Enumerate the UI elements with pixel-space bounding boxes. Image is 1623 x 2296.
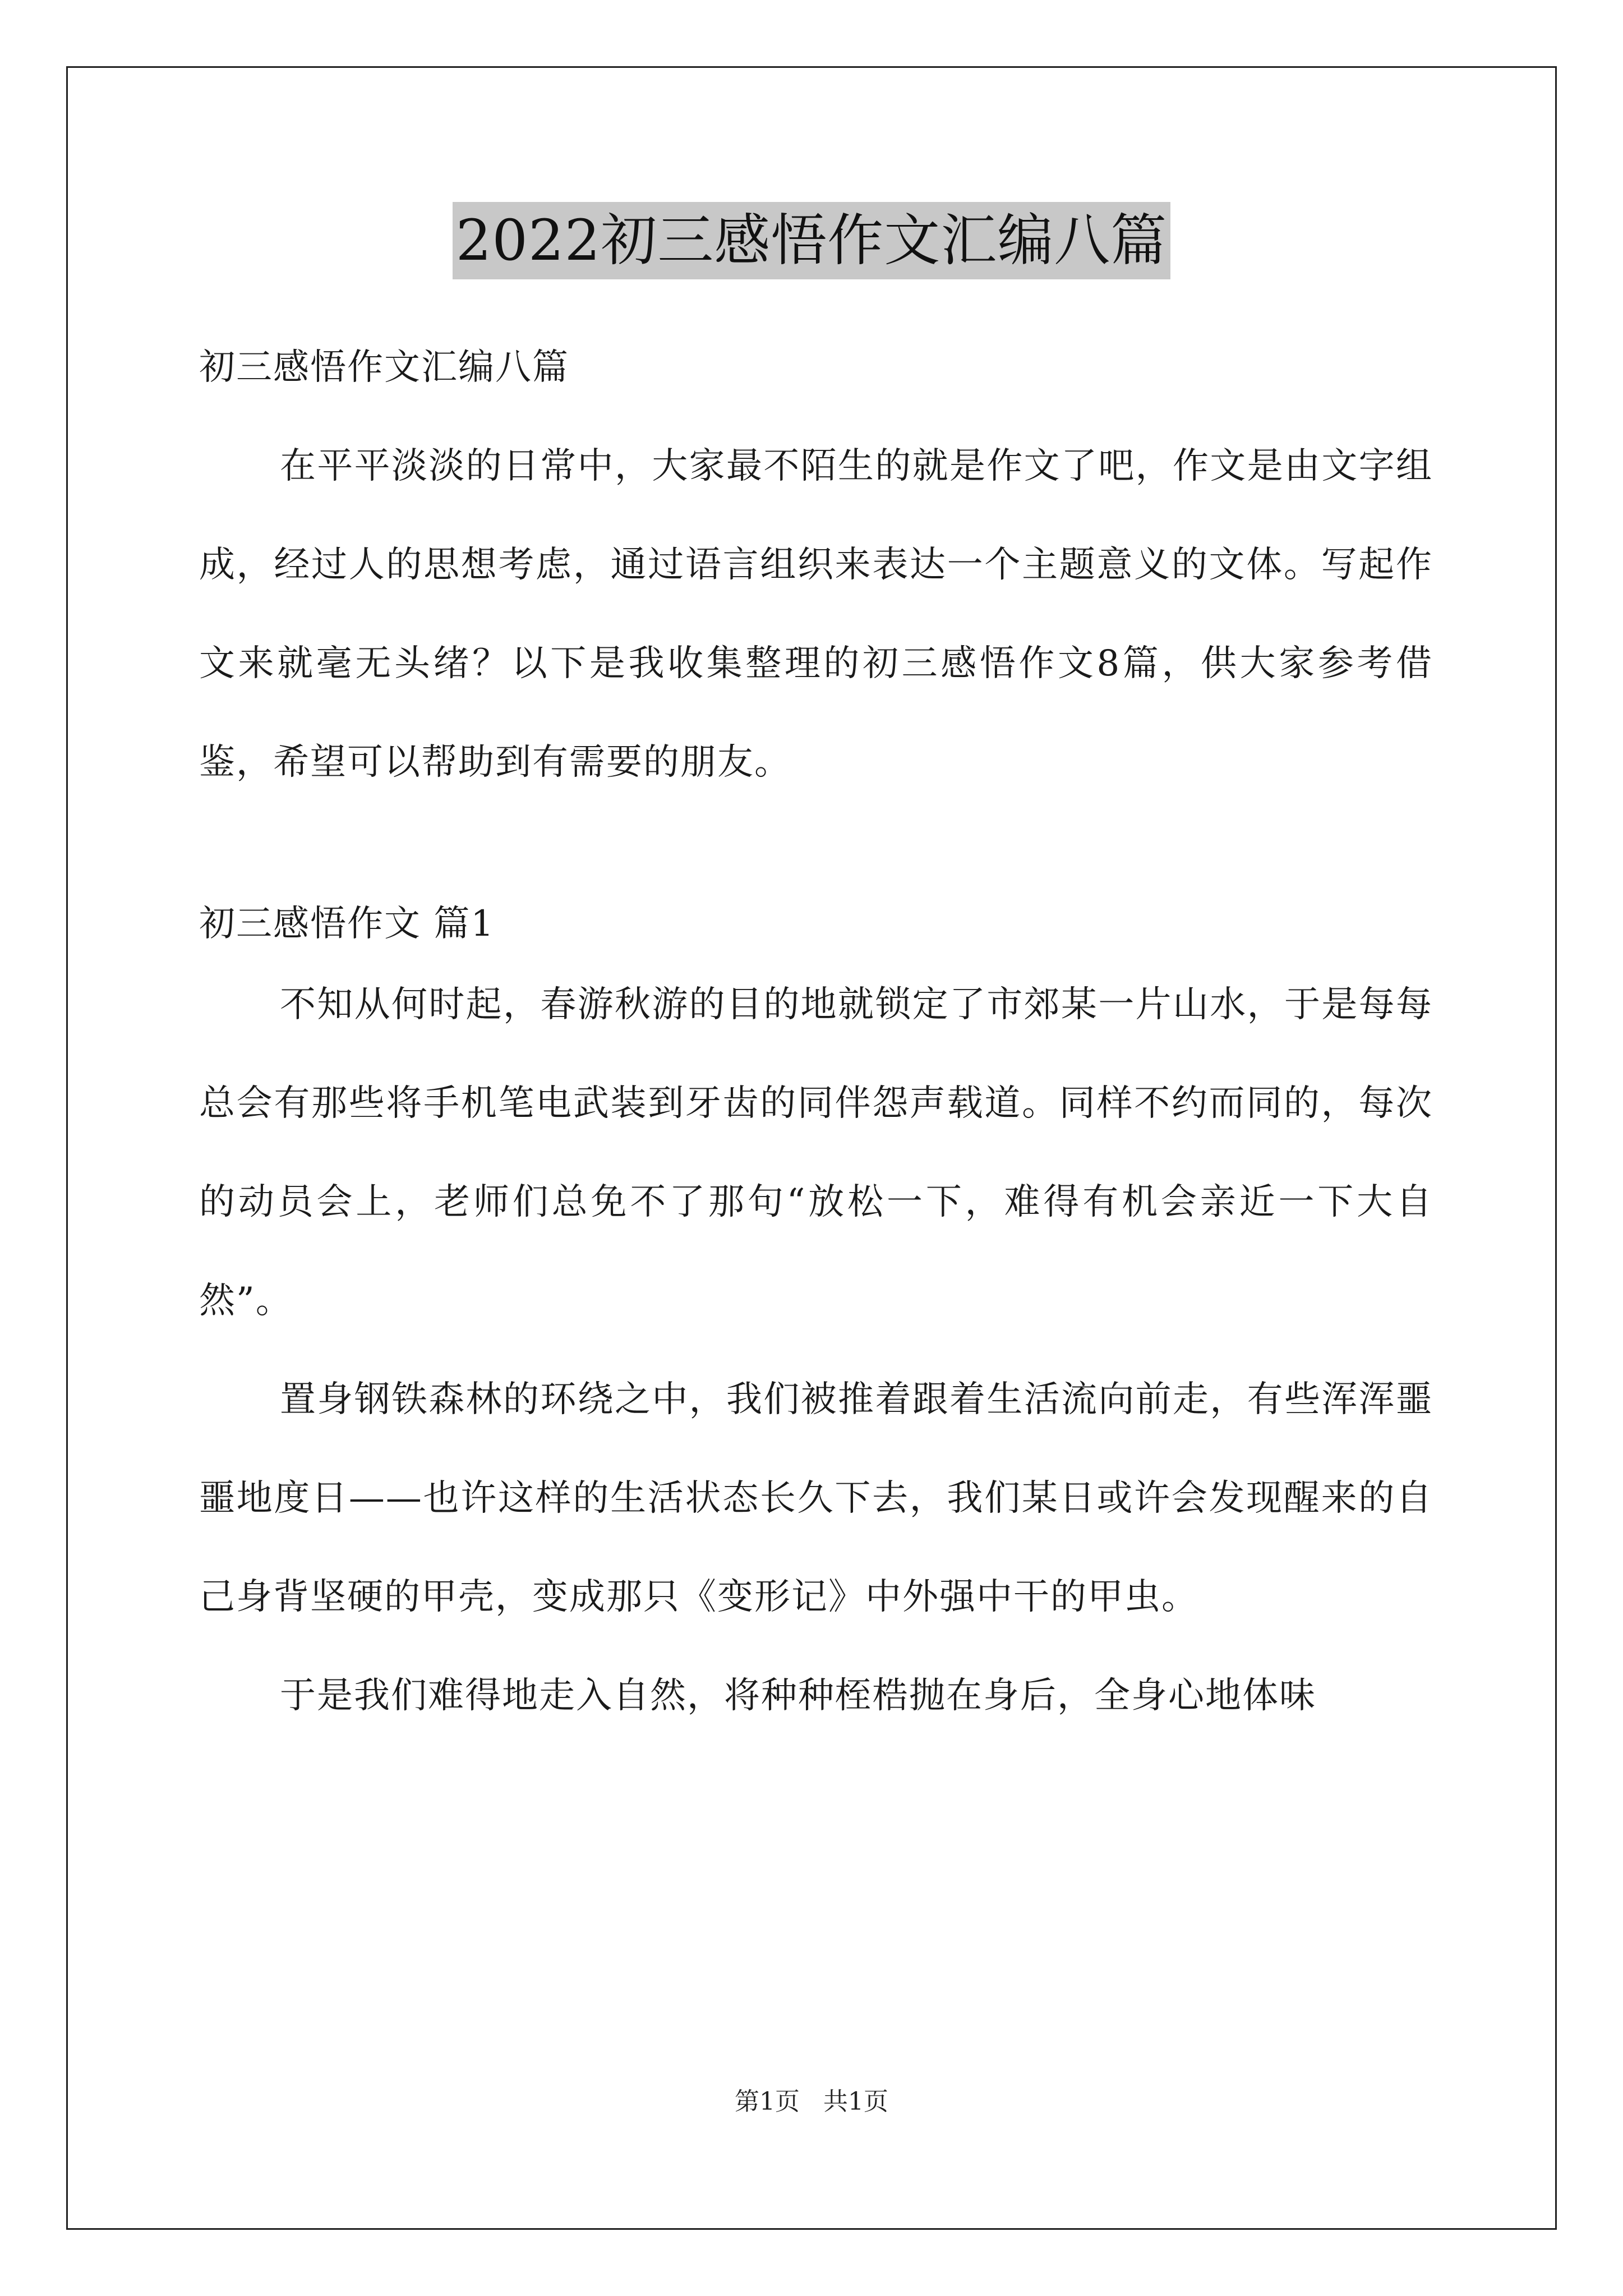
document-title: 2022初三感悟作文汇编八篇 xyxy=(453,202,1171,279)
title-container xyxy=(0,202,1623,279)
document-subtitle: 初三感悟作文汇编八篇 xyxy=(199,347,569,388)
body-paragraph: 置身钢铁森林的环绕之中，我们被推着跟着生活流向前走，有些浑浑噩噩地度日——也许这样的生活状态长久下去，我们某日或许会发现醒来的自己身背坚硬的甲壳，变成那只《变形记》中外强中干的甲虫。 xyxy=(199,1379,1433,1618)
body-paragraph: 于是我们难得地走入自然，将种种桎梏抛在身后，全身心地体味 xyxy=(280,1675,1316,1717)
document-body xyxy=(199,306,1433,1745)
body-paragraph: 不知从何时起，春游秋游的目的地就锁定了市郊某一片山水，于是每每总会有那些将手机笔电武装到牙齿的同伴怨声载道。同样不约而同的，每次的动员会上，老师们总免不了那句“放松一下，难得有机会亲近一下大自然”。 xyxy=(199,984,1433,1322)
intro-paragraph: 在平平淡淡的日常中，大家最不陌生的就是作文了吧，作文是由文字组成，经过人的思想考虑，通过语言组织来表达一个主题意义的文体。写起作文来就毫无头绪？以下是我收集整理的初三感悟作文8篇，供大家参考借鉴，希望可以帮助到有需要的朋友。 xyxy=(199,445,1433,783)
page-number-total: 共1页 xyxy=(823,2087,888,2116)
section-heading: 初三感悟作文 篇1 xyxy=(199,903,495,945)
page-number-current: 第1页 xyxy=(735,2087,800,2116)
page-footer xyxy=(0,2081,1623,2117)
